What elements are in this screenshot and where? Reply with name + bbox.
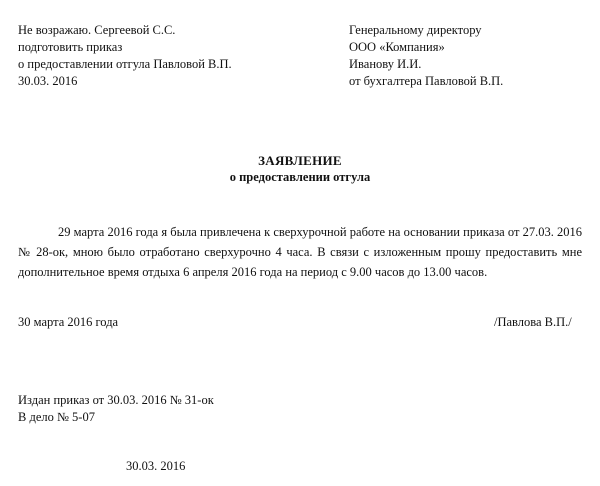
addressee-block	[349, 22, 503, 90]
body-paragraph: 29 марта 2016 года я была привлечена к сверхурочной работе на основании приказа от 27.03. 2016 № 28-ок, мною было отработано сверхурочно 4 часа. В связи с изложенным прошу предоставить мне дополнительное время отдыха 6 апреля 2016 года на период с 9.00 часов до 13.00 часов.	[18, 225, 582, 279]
addressee-line: Генеральному директору	[349, 23, 482, 37]
resolution-date: 30.03. 2016	[18, 74, 78, 88]
application-date	[18, 314, 118, 331]
addressee-line: Иванову И.И.	[349, 57, 422, 71]
document-title: ЗАЯВЛЕНИЕ	[258, 153, 342, 168]
addressee-line: от бухгалтера Павловой В.П.	[349, 74, 504, 88]
document-subtitle: о предоставлении отгула	[229, 170, 371, 184]
signature-name: /Павлова В.П./	[494, 315, 572, 329]
order-note-line: В дело № 5-07	[18, 410, 95, 424]
resolution-line: о предоставлении отгула Павловой В.П.	[18, 57, 232, 71]
manager-resolution	[18, 22, 232, 90]
addressee-line: ООО «Компания»	[349, 40, 445, 54]
order-note-date	[126, 458, 185, 475]
order-note-line: Издан приказ от 30.03. 2016 № 31-ок	[18, 393, 214, 407]
order-date-text: 30.03. 2016	[126, 459, 186, 473]
document-body	[18, 222, 582, 282]
document-heading	[0, 152, 600, 186]
order-note	[18, 392, 214, 426]
signoff-date: 30 марта 2016 года	[18, 315, 119, 329]
resolution-line: Не возражаю. Сергеевой С.С.	[18, 23, 176, 37]
resolution-line: подготовить приказ	[18, 40, 123, 54]
signature-block	[494, 314, 572, 331]
